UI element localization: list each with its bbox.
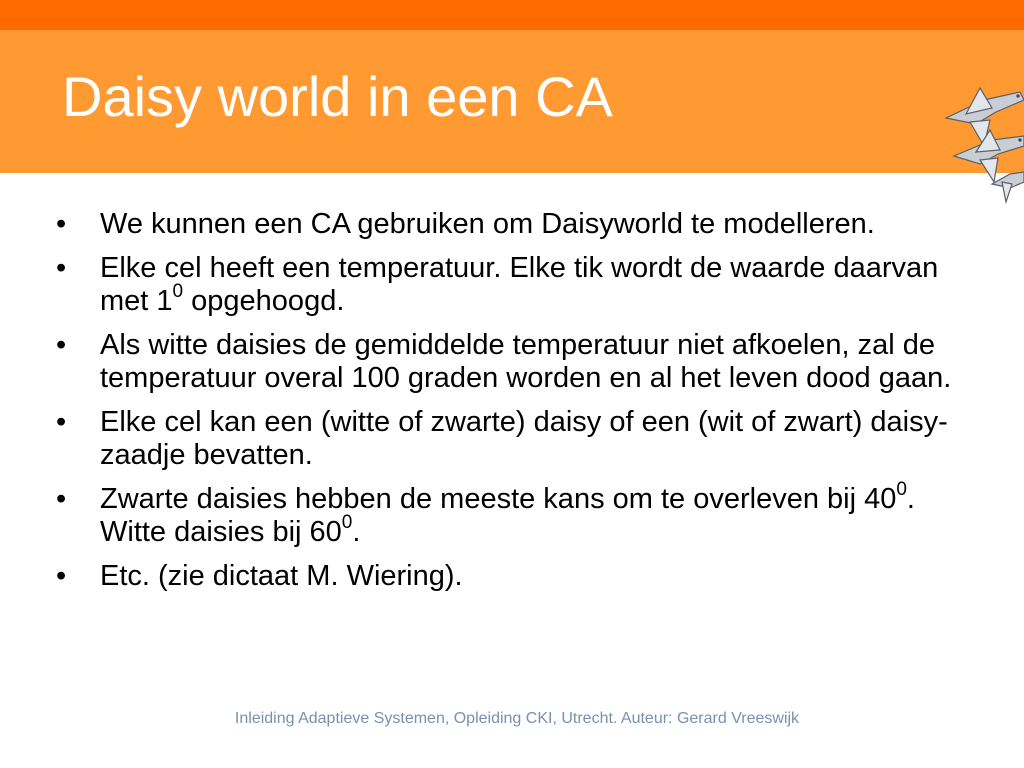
- bullet-item: [56, 329, 976, 395]
- superscript: 0: [172, 281, 184, 303]
- bullet-item: [56, 252, 976, 318]
- bullet-text-tail: .: [352, 516, 361, 548]
- bullet-text-tail: . Witte daisies bij 60: [100, 483, 915, 548]
- bullet-item: [56, 560, 976, 593]
- bullet-text: Zwarte daisies hebben de meeste kans om te overleven bij 40: [100, 483, 897, 515]
- superscript: 0: [341, 512, 353, 534]
- bullet-list: [56, 208, 976, 604]
- bullet-text: Etc. (zie dictaat M. Wiering).: [100, 560, 463, 592]
- bullet-text: Als witte daisies de gemiddelde temperatuur niet afkoelen, zal de temperatuur overal 100 graden worden en al het leven dood gaan.: [100, 329, 952, 394]
- bullet-item: [56, 208, 976, 241]
- bullet-marker: •: [56, 329, 67, 361]
- bullet-marker: •: [56, 208, 67, 240]
- bullet-text-tail: opgehoogd.: [183, 285, 345, 317]
- flying-fish-icon: [936, 78, 1024, 204]
- bullet-text: Elke cel heeft een temperatuur. Elke tik wordt de waarde daarvan met 1: [100, 252, 939, 317]
- superscript: 0: [896, 479, 907, 501]
- bullet-item: [56, 479, 976, 549]
- bullet-marker: •: [56, 560, 67, 592]
- top-stripe: [0, 0, 1024, 30]
- bullet-marker: •: [56, 483, 67, 515]
- slide-title: Daisy world in een CA: [62, 65, 613, 128]
- bullet-marker: •: [56, 406, 67, 438]
- bullet-text: Elke cel kan een (witte of zwarte) daisy of een (wit of zwart) daisy-zaadje bevatten.: [100, 406, 948, 471]
- bullet-marker: •: [56, 252, 67, 284]
- slide-footer: Inleiding Adaptieve Systemen, Opleiding CKI, Utrecht. Auteur: Gerard Vreeswijk: [234, 710, 800, 727]
- bullet-item: [56, 406, 976, 472]
- bullet-text: We kunnen een CA gebruiken om Daisyworld te modelleren.: [100, 208, 875, 240]
